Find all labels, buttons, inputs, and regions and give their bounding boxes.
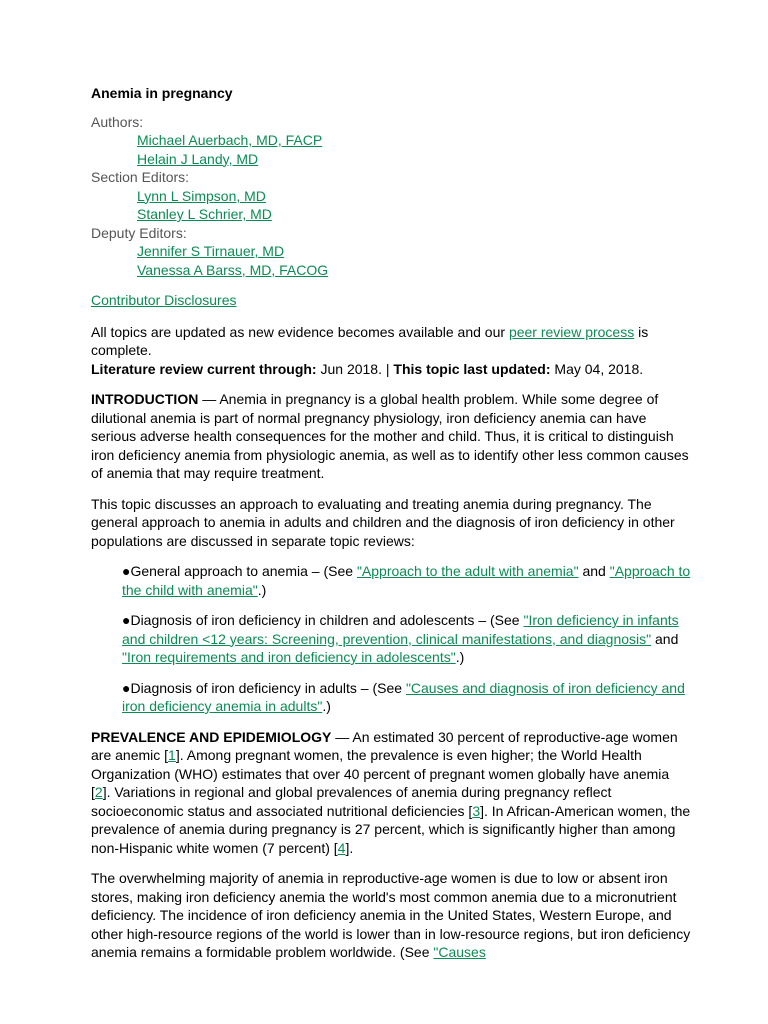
page-title: Anemia in pregnancy <box>91 85 233 101</box>
section-editor-link[interactable]: Stanley L Schrier, MD <box>137 206 272 222</box>
deputy-editor-link[interactable]: Vanessa A Barss, MD, FACOG <box>137 261 329 278</box>
list-item-text: ●Diagnosis of iron deficiency in children and adolescents – (See <box>122 612 524 628</box>
review-dates <box>91 360 691 379</box>
reference-link[interactable]: 4 <box>337 839 346 856</box>
list-item <box>122 611 691 667</box>
topic-link[interactable]: "Causes and diagnosis of iron deficiency and iron deficiency anemia in adults" <box>122 679 685 714</box>
related-topics-list <box>122 562 691 716</box>
introduction-heading: INTRODUCTION <box>91 391 199 407</box>
author-link[interactable]: Helain J Landy, MD <box>137 150 259 167</box>
introduction-paragraph <box>91 390 691 483</box>
prevalence-text: ]. <box>345 839 354 856</box>
prevalence-text: ]. Variations in regional and global prevalences of anemia during pregnancy reflect socioeconomic status and associated nutritional deficiencies [ <box>91 784 612 819</box>
prevalence-text: — An estimated 30 percent of reproductive-age women are anemic [ <box>91 728 678 763</box>
list-item-text: and <box>578 563 610 579</box>
reference-link[interactable]: 3 <box>472 802 481 819</box>
peer-review-link[interactable]: peer review process <box>508 323 635 340</box>
prevalence-text: ]. In African-American women, the prevalence of anemia during pregnancy is 27 percent, which is significantly higher than among non-Hispanic white women (7 percent) [ <box>91 802 691 856</box>
reference-link[interactable]: 2 <box>94 784 103 800</box>
causes-link[interactable]: "Causes <box>433 944 486 960</box>
authors-label: Authors: <box>91 113 144 130</box>
topic-link[interactable]: "Iron requirements and iron deficiency in adolescents" <box>122 649 456 665</box>
topic-link[interactable]: "Approach to the child with anemia" <box>122 563 691 598</box>
reference-link[interactable]: 1 <box>168 747 176 763</box>
prevalence-heading: PREVALENCE AND EPIDEMIOLOGY <box>91 728 332 745</box>
iron-deficiency-text: The overwhelming majority of anemia in reproductive-age women is due to low or absent iron stores, making iron deficiency anemia the world's most common anemia due to a micronutrient deficiency. The incidence of iron deficiency anemia in the United States, Western Europe, and other high-resource regions of the world is lower than in low-resource regions, but iron deficiency anemia remains a formidable problem worldwide. (See <box>91 870 691 960</box>
list-item-text: .) <box>322 698 331 714</box>
update-notice-text: is complete. <box>91 323 649 358</box>
deputy-editor-link[interactable]: Jennifer S Tirnauer, MD <box>137 243 285 259</box>
review-label: Literature review current through: <box>91 360 317 377</box>
update-notice <box>91 323 691 379</box>
topic-paragraph: This topic discusses an approach to evaluating and treating anemia during pregnancy. The general approach to anemia in adults and children and the diagnosis of iron deficiency in other populations are discussed in separate topic reviews: <box>91 495 675 549</box>
iron-deficiency-paragraph <box>91 869 691 962</box>
update-notice-text: All topics are updated as new evidence becomes available and our <box>91 323 509 340</box>
contributors-block <box>91 113 691 280</box>
section-editors-label: Section Editors: <box>91 169 190 185</box>
introduction-text: — Anemia in pregnancy is a global health problem. While some degree of dilutional anemia is part of normal pregnancy physiology, iron deficiency anemia can have serious adverse health consequences for the mother and child. Thus, it is critical to distinguish iron deficiency anemia from physiologic anemia, as well as to identify other less common causes of anemia that may require treatment. <box>91 391 689 481</box>
updated-label: This topic last updated: <box>393 360 551 377</box>
list-item-text: ●General approach to anemia – (See <box>122 563 357 579</box>
prevalence-paragraph <box>91 728 691 858</box>
updated-value: May 04, 2018. <box>550 360 644 377</box>
author-link[interactable]: Michael Auerbach, MD, FACP <box>137 132 323 148</box>
article <box>91 84 691 962</box>
list-item-text: and <box>651 630 679 647</box>
deputy-editors-label: Deputy Editors: <box>91 224 187 241</box>
prevalence-text: ]. Among pregnant women, the prevalence is even higher; the World Health Organization (WHO) estimates that over 40 percent of pregnant women globally have anemia [ <box>91 747 670 800</box>
review-value: Jun 2018. | <box>316 360 394 377</box>
list-item <box>122 679 691 716</box>
list-item <box>122 562 691 599</box>
topic-link[interactable]: "Iron deficiency in infants and children <12 years: Screening, prevention, clinical manifestations, and diagnosis" <box>122 612 679 647</box>
topic-link[interactable]: "Approach to the adult with anemia" <box>356 563 579 579</box>
section-editor-link[interactable]: Lynn L Simpson, MD <box>137 187 266 204</box>
list-item-text: ●Diagnosis of iron deficiency in adults – (See <box>122 679 406 696</box>
list-item-text: .) <box>455 649 465 665</box>
contributor-disclosures-link[interactable]: Contributor Disclosures <box>91 292 237 308</box>
list-item-text: .) <box>257 581 267 598</box>
